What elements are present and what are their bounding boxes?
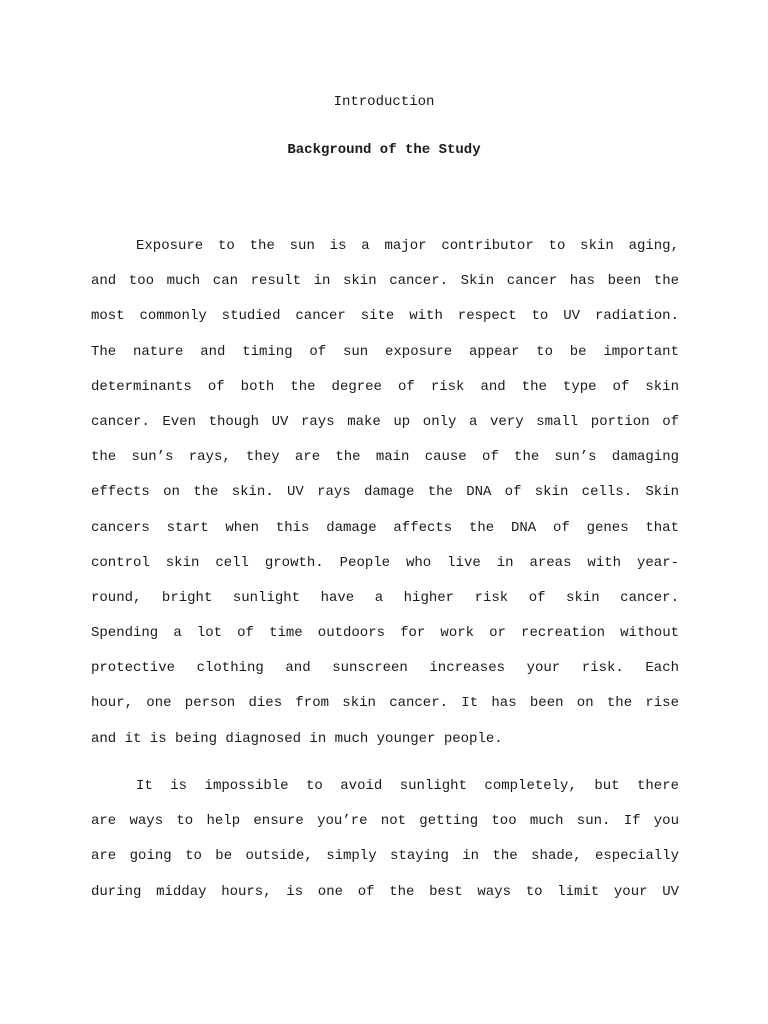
paragraph-line: The nature and timing of sun exposure appear to be important xyxy=(91,343,679,360)
paragraph-line: Spending a lot of time outdoors for work or recreation without xyxy=(91,625,679,642)
paragraph-line: the sun’s rays, they are the main cause of the sun’s damaging xyxy=(91,449,679,466)
paragraph-1 xyxy=(91,229,679,757)
paragraph-line: cancer. Even though UV rays make up only a very small portion of xyxy=(91,413,679,430)
paragraph-line: hour, one person dies from skin cancer. It has been on the rise xyxy=(91,695,679,712)
paragraph-line: most commonly studied cancer site with respect to UV radiation. xyxy=(91,308,679,325)
paragraph-line: during midday hours, is one of the best ways to limit your UV xyxy=(91,883,679,900)
paragraph-line: control skin cell growth. People who live in areas with year- xyxy=(91,554,679,571)
paragraph-line: are going to be outside, simply staying in the shade, especially xyxy=(91,848,679,865)
paragraph-line: are ways to help ensure you’re not getting too much sun. If you xyxy=(91,813,679,830)
subheading: Background of the Study xyxy=(287,142,481,158)
paragraph-line: cancers start when this damage affects the DNA of genes that xyxy=(91,519,679,536)
paragraph-line: and it is being diagnosed in much younger people. xyxy=(91,730,503,747)
paragraph-line: round, bright sunlight have a higher risk of skin cancer. xyxy=(91,589,679,606)
paragraph-line: protective clothing and sunscreen increases your risk. Each xyxy=(91,660,679,677)
paragraph-line: It is impossible to avoid sunlight completely, but there xyxy=(136,778,679,794)
paragraph-line: effects on the skin. UV rays damage the DNA of skin cells. Skin xyxy=(91,484,679,501)
paragraph-2 xyxy=(91,769,679,910)
section-heading: Introduction xyxy=(333,94,435,110)
paragraph-line: determinants of both the degree of risk and the type of skin xyxy=(91,378,679,395)
paragraph-line: and too much can result in skin cancer. Skin cancer has been the xyxy=(91,273,679,290)
paragraph-line: Exposure to the sun is a major contributor to skin aging, xyxy=(136,238,679,254)
